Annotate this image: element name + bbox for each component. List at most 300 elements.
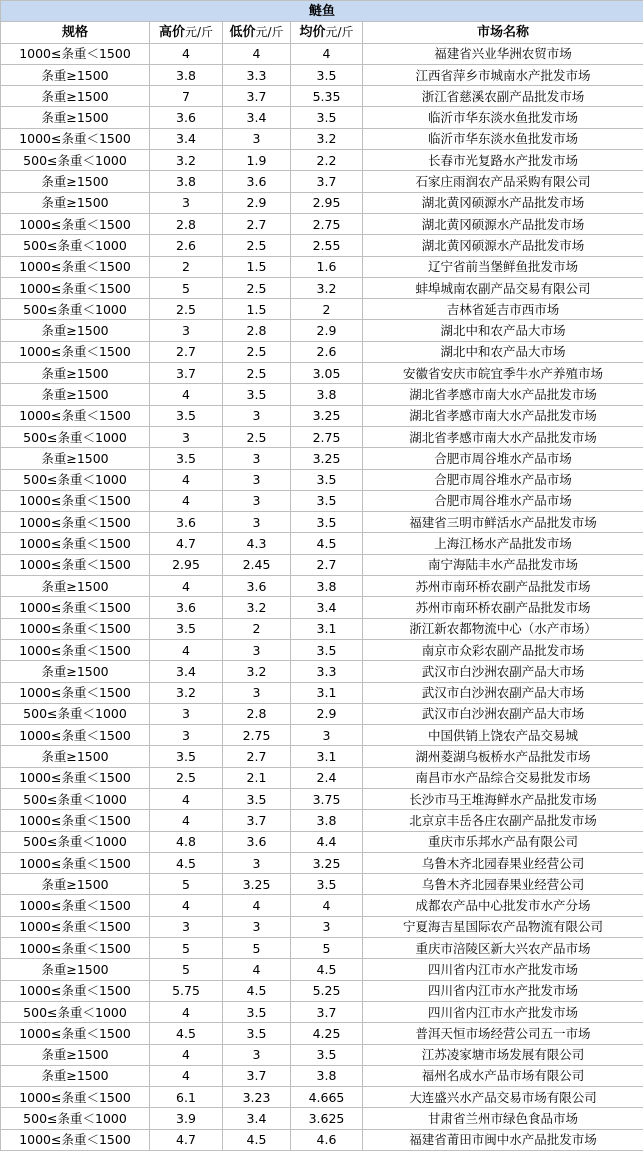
cell-market: 江西省萍乡市城南水产批发市场 <box>363 64 643 85</box>
cell-avg: 5 <box>291 938 363 959</box>
cell-spec: 1000≤条重＜1500 <box>1 43 150 64</box>
cell-high: 4.5 <box>150 852 223 873</box>
cell-high: 4 <box>150 576 223 597</box>
cell-high: 3.5 <box>150 405 223 426</box>
cell-market: 大连盛兴水产品交易市场有限公司 <box>363 1087 643 1108</box>
cell-high: 4.7 <box>150 533 223 554</box>
cell-market: 重庆市涪陵区新大兴农产品市场 <box>363 938 643 959</box>
cell-low: 4.5 <box>223 1129 291 1150</box>
cell-market: 南昌市水产品综合交易批发市场 <box>363 767 643 788</box>
cell-spec: 1000≤条重＜1500 <box>1 277 150 298</box>
cell-spec: 条重≥1500 <box>1 64 150 85</box>
table-row <box>1 299 643 320</box>
cell-avg: 2.75 <box>291 213 363 234</box>
table-title: 鲢鱼 <box>1 1 643 22</box>
cell-high: 4 <box>150 1044 223 1065</box>
cell-high: 4 <box>150 469 223 490</box>
table-row <box>1 725 643 746</box>
cell-market: 合肥市周谷堆水产品市场 <box>363 448 643 469</box>
header-low-label: 低价 <box>229 24 256 40</box>
cell-high: 3.9 <box>150 1108 223 1129</box>
cell-high: 5 <box>150 874 223 895</box>
table-row <box>1 1044 643 1065</box>
cell-low: 3.5 <box>223 384 291 405</box>
cell-avg: 3.5 <box>291 874 363 895</box>
cell-market: 湖北黄冈硕源水产品批发市场 <box>363 235 643 256</box>
table-row <box>1 788 643 809</box>
table-row <box>1 469 643 490</box>
cell-avg: 3.8 <box>291 384 363 405</box>
cell-avg: 3.8 <box>291 810 363 831</box>
cell-market: 四川省内江市水产批发市场 <box>363 1001 643 1022</box>
cell-low: 3.4 <box>223 1108 291 1129</box>
cell-market: 上海江杨水产品批发市场 <box>363 533 643 554</box>
cell-market: 长春市光复路水产批发市场 <box>363 150 643 171</box>
table-row <box>1 554 643 575</box>
cell-avg: 4 <box>291 43 363 64</box>
cell-spec: 条重≥1500 <box>1 1044 150 1065</box>
cell-spec: 1000≤条重＜1500 <box>1 682 150 703</box>
cell-avg: 3.25 <box>291 405 363 426</box>
cell-avg: 3.5 <box>291 490 363 511</box>
table-row <box>1 171 643 192</box>
cell-low: 3.6 <box>223 171 291 192</box>
header-high-label: 高价 <box>158 24 185 40</box>
cell-high: 4 <box>150 639 223 660</box>
cell-high: 3.5 <box>150 448 223 469</box>
cell-avg: 4.665 <box>291 1087 363 1108</box>
cell-avg: 3.1 <box>291 746 363 767</box>
cell-spec: 500≤条重＜1000 <box>1 788 150 809</box>
cell-high: 3.7 <box>150 363 223 384</box>
cell-spec: 500≤条重＜1000 <box>1 299 150 320</box>
table-row <box>1 320 643 341</box>
table-row <box>1 576 643 597</box>
table-row <box>1 86 643 107</box>
cell-avg: 3.7 <box>291 1001 363 1022</box>
cell-low: 3.2 <box>223 661 291 682</box>
table-row <box>1 1129 643 1150</box>
table-row <box>1 597 643 618</box>
header-high-unit: 元/斤 <box>184 24 214 39</box>
cell-market: 福建省兴业华洲农贸市场 <box>363 43 643 64</box>
cell-avg: 2.9 <box>291 320 363 341</box>
header-avg <box>291 22 363 43</box>
cell-low: 3.7 <box>223 86 291 107</box>
cell-avg: 4.6 <box>291 1129 363 1150</box>
cell-market: 蚌埠城南农副产品交易有限公司 <box>363 277 643 298</box>
table-row <box>1 235 643 256</box>
cell-market: 乌鲁木齐北园春果业经营公司 <box>363 874 643 895</box>
table-row <box>1 810 643 831</box>
cell-avg: 3.75 <box>291 788 363 809</box>
cell-low: 2.9 <box>223 192 291 213</box>
cell-high: 3.5 <box>150 618 223 639</box>
table-row <box>1 703 643 724</box>
table-row <box>1 831 643 852</box>
table-row <box>1 767 643 788</box>
cell-market: 湖北省孝感市南大水产品批发市场 <box>363 384 643 405</box>
cell-spec: 条重≥1500 <box>1 171 150 192</box>
table-row <box>1 363 643 384</box>
cell-high: 3.4 <box>150 661 223 682</box>
cell-high: 3.6 <box>150 512 223 533</box>
cell-avg: 4.5 <box>291 533 363 554</box>
cell-spec: 1000≤条重＜1500 <box>1 1087 150 1108</box>
cell-low: 3.3 <box>223 64 291 85</box>
cell-high: 5 <box>150 959 223 980</box>
cell-spec: 1000≤条重＜1500 <box>1 767 150 788</box>
cell-low: 2.45 <box>223 554 291 575</box>
cell-avg: 2.2 <box>291 150 363 171</box>
cell-low: 3 <box>223 490 291 511</box>
cell-spec: 500≤条重＜1000 <box>1 150 150 171</box>
cell-market: 甘肃省兰州市绿色食品市场 <box>363 1108 643 1129</box>
cell-low: 2.75 <box>223 725 291 746</box>
cell-low: 3 <box>223 512 291 533</box>
cell-market: 合肥市周谷堆水产品市场 <box>363 469 643 490</box>
cell-market: 四川省内江市水产批发市场 <box>363 980 643 1001</box>
cell-market: 湖北黄冈硕源水产品批发市场 <box>363 213 643 234</box>
cell-spec: 条重≥1500 <box>1 86 150 107</box>
cell-high: 4 <box>150 43 223 64</box>
cell-spec: 1000≤条重＜1500 <box>1 938 150 959</box>
table-row <box>1 959 643 980</box>
cell-low: 3 <box>223 916 291 937</box>
table-row <box>1 150 643 171</box>
cell-high: 6.1 <box>150 1087 223 1108</box>
cell-spec: 500≤条重＜1000 <box>1 235 150 256</box>
cell-spec: 500≤条重＜1000 <box>1 703 150 724</box>
cell-market: 湖北省孝感市南大水产品批发市场 <box>363 405 643 426</box>
cell-spec: 条重≥1500 <box>1 363 150 384</box>
table-row <box>1 533 643 554</box>
table-row <box>1 1001 643 1022</box>
cell-spec: 条重≥1500 <box>1 661 150 682</box>
cell-avg: 2.9 <box>291 703 363 724</box>
cell-spec: 500≤条重＜1000 <box>1 1001 150 1022</box>
cell-low: 1.5 <box>223 256 291 277</box>
cell-spec: 条重≥1500 <box>1 448 150 469</box>
cell-avg: 3.5 <box>291 639 363 660</box>
cell-low: 4 <box>223 895 291 916</box>
table-row <box>1 1108 643 1129</box>
table-body <box>1 43 643 1150</box>
cell-low: 2.5 <box>223 341 291 362</box>
cell-market: 临沂市华东淡水鱼批发市场 <box>363 128 643 149</box>
cell-spec: 1000≤条重＜1500 <box>1 852 150 873</box>
cell-low: 2.5 <box>223 363 291 384</box>
cell-avg: 3.8 <box>291 1065 363 1086</box>
table-row <box>1 1065 643 1086</box>
cell-high: 4 <box>150 384 223 405</box>
cell-low: 3.5 <box>223 1001 291 1022</box>
cell-market: 武汉市白沙洲农副产品大市场 <box>363 703 643 724</box>
cell-avg: 3.625 <box>291 1108 363 1129</box>
table-row <box>1 256 643 277</box>
cell-market: 福州名成水产品市场有限公司 <box>363 1065 643 1086</box>
cell-market: 中国供销上饶农产品交易城 <box>363 725 643 746</box>
cell-spec: 1000≤条重＜1500 <box>1 1023 150 1044</box>
cell-avg: 3.8 <box>291 576 363 597</box>
cell-avg: 4.4 <box>291 831 363 852</box>
table-row <box>1 746 643 767</box>
cell-high: 4.5 <box>150 1023 223 1044</box>
cell-market: 武汉市白沙洲农副产品大市场 <box>363 682 643 703</box>
cell-market: 苏州市南环桥农副产品批发市场 <box>363 576 643 597</box>
cell-market: 乌鲁木齐北园春果业经营公司 <box>363 852 643 873</box>
cell-market: 重庆市乐邦水产品有限公司 <box>363 831 643 852</box>
cell-low: 2.5 <box>223 277 291 298</box>
cell-spec: 条重≥1500 <box>1 320 150 341</box>
cell-market: 合肥市周谷堆水产品市场 <box>363 490 643 511</box>
cell-high: 7 <box>150 86 223 107</box>
cell-market: 武汉市白沙洲农副产品大市场 <box>363 661 643 682</box>
cell-spec: 1000≤条重＜1500 <box>1 341 150 362</box>
cell-low: 3.6 <box>223 831 291 852</box>
cell-high: 3.6 <box>150 107 223 128</box>
table-row <box>1 490 643 511</box>
cell-high: 3 <box>150 916 223 937</box>
table-row <box>1 852 643 873</box>
cell-avg: 3.5 <box>291 64 363 85</box>
cell-avg: 2.4 <box>291 767 363 788</box>
cell-avg: 3.05 <box>291 363 363 384</box>
cell-avg: 3.1 <box>291 618 363 639</box>
cell-market: 北京京丰岳各庄农副产品批发市场 <box>363 810 643 831</box>
table-row <box>1 1087 643 1108</box>
cell-low: 3 <box>223 682 291 703</box>
table-row <box>1 341 643 362</box>
cell-high: 2 <box>150 256 223 277</box>
cell-high: 5 <box>150 277 223 298</box>
cell-spec: 1000≤条重＜1500 <box>1 1129 150 1150</box>
cell-avg: 2.55 <box>291 235 363 256</box>
cell-spec: 1000≤条重＜1500 <box>1 554 150 575</box>
cell-avg: 3 <box>291 725 363 746</box>
cell-low: 4.5 <box>223 980 291 1001</box>
cell-low: 2.7 <box>223 213 291 234</box>
table-row <box>1 43 643 64</box>
cell-high: 2.95 <box>150 554 223 575</box>
cell-low: 3 <box>223 469 291 490</box>
table-row <box>1 980 643 1001</box>
cell-market: 普洱天恒市场经营公司五一市场 <box>363 1023 643 1044</box>
table-row <box>1 64 643 85</box>
cell-low: 3.2 <box>223 597 291 618</box>
header-spec: 规格 <box>1 22 150 43</box>
cell-low: 3.25 <box>223 874 291 895</box>
cell-market: 吉林省延吉市西市场 <box>363 299 643 320</box>
cell-low: 3.7 <box>223 1065 291 1086</box>
cell-spec: 条重≥1500 <box>1 1065 150 1086</box>
cell-market: 辽宁省前当堡鲜鱼批发市场 <box>363 256 643 277</box>
cell-spec: 条重≥1500 <box>1 384 150 405</box>
table-row <box>1 661 643 682</box>
header-market: 市场名称 <box>363 22 643 43</box>
cell-high: 3 <box>150 426 223 447</box>
cell-low: 3 <box>223 128 291 149</box>
cell-high: 4 <box>150 1065 223 1086</box>
cell-high: 2.8 <box>150 213 223 234</box>
cell-high: 4 <box>150 1001 223 1022</box>
cell-low: 4 <box>223 959 291 980</box>
cell-avg: 5.35 <box>291 86 363 107</box>
table-row <box>1 128 643 149</box>
cell-low: 1.5 <box>223 299 291 320</box>
cell-avg: 3.5 <box>291 469 363 490</box>
cell-high: 4 <box>150 895 223 916</box>
table-row <box>1 895 643 916</box>
cell-market: 安徽省安庆市皖宜季牛水产养殖市场 <box>363 363 643 384</box>
cell-low: 2.5 <box>223 426 291 447</box>
cell-high: 3 <box>150 703 223 724</box>
table-row <box>1 107 643 128</box>
cell-avg: 5.25 <box>291 980 363 1001</box>
cell-low: 3.5 <box>223 1023 291 1044</box>
cell-high: 3.2 <box>150 682 223 703</box>
cell-avg: 3.1 <box>291 682 363 703</box>
cell-low: 1.9 <box>223 150 291 171</box>
table-row <box>1 277 643 298</box>
cell-market: 湖州菱湖乌板桥水产品批发市场 <box>363 746 643 767</box>
cell-avg: 3 <box>291 916 363 937</box>
cell-high: 5 <box>150 938 223 959</box>
cell-spec: 1000≤条重＜1500 <box>1 916 150 937</box>
cell-spec: 1000≤条重＜1500 <box>1 639 150 660</box>
cell-high: 4 <box>150 490 223 511</box>
header-low-unit: 元/斤 <box>255 24 284 39</box>
cell-market: 福建省三明市鲜活水产品批发市场 <box>363 512 643 533</box>
cell-low: 3 <box>223 405 291 426</box>
cell-high: 3.5 <box>150 746 223 767</box>
cell-market: 浙江省慈溪农副产品批发市场 <box>363 86 643 107</box>
cell-high: 4 <box>150 788 223 809</box>
cell-avg: 1.6 <box>291 256 363 277</box>
cell-market: 浙江新农都物流中心（水产市场） <box>363 618 643 639</box>
cell-market: 临沂市华东淡水鱼批发市场 <box>363 107 643 128</box>
cell-avg: 3.5 <box>291 107 363 128</box>
cell-high: 3 <box>150 320 223 341</box>
table-row <box>1 192 643 213</box>
cell-avg: 3.2 <box>291 128 363 149</box>
cell-low: 2.8 <box>223 320 291 341</box>
cell-high: 3.2 <box>150 150 223 171</box>
cell-avg: 3.5 <box>291 1044 363 1065</box>
cell-low: 2.7 <box>223 746 291 767</box>
cell-high: 3.8 <box>150 171 223 192</box>
cell-avg: 2 <box>291 299 363 320</box>
cell-high: 4.7 <box>150 1129 223 1150</box>
cell-market: 宁夏海吉星国际农产品物流有限公司 <box>363 916 643 937</box>
table-row <box>1 916 643 937</box>
cell-spec: 500≤条重＜1000 <box>1 469 150 490</box>
cell-spec: 500≤条重＜1000 <box>1 1108 150 1129</box>
cell-spec: 1000≤条重＜1500 <box>1 810 150 831</box>
cell-avg: 3.7 <box>291 171 363 192</box>
cell-avg: 3.25 <box>291 448 363 469</box>
cell-low: 2.1 <box>223 767 291 788</box>
cell-high: 3 <box>150 725 223 746</box>
cell-high: 3.8 <box>150 64 223 85</box>
cell-avg: 2.95 <box>291 192 363 213</box>
cell-spec: 1000≤条重＜1500 <box>1 618 150 639</box>
cell-market: 福建省莆田市闽中水产品批发市场 <box>363 1129 643 1150</box>
cell-high: 2.5 <box>150 767 223 788</box>
cell-spec: 1000≤条重＜1500 <box>1 533 150 554</box>
cell-spec: 1000≤条重＜1500 <box>1 490 150 511</box>
cell-spec: 1000≤条重＜1500 <box>1 213 150 234</box>
table-row <box>1 874 643 895</box>
cell-market: 长沙市马王堆海鲜水产品批发市场 <box>363 788 643 809</box>
cell-spec: 1000≤条重＜1500 <box>1 405 150 426</box>
cell-spec: 条重≥1500 <box>1 107 150 128</box>
cell-low: 3 <box>223 1044 291 1065</box>
cell-market: 南京市众彩农副产品批发市场 <box>363 639 643 660</box>
cell-high: 4 <box>150 810 223 831</box>
cell-spec: 1000≤条重＜1500 <box>1 256 150 277</box>
cell-spec: 1000≤条重＜1500 <box>1 512 150 533</box>
cell-high: 4.8 <box>150 831 223 852</box>
title-row <box>1 1 643 22</box>
cell-market: 湖北中和农产品大市场 <box>363 320 643 341</box>
cell-avg: 2.75 <box>291 426 363 447</box>
cell-low: 3.7 <box>223 810 291 831</box>
cell-high: 2.6 <box>150 235 223 256</box>
cell-low: 3.6 <box>223 576 291 597</box>
table-row <box>1 618 643 639</box>
cell-spec: 1000≤条重＜1500 <box>1 980 150 1001</box>
table-row <box>1 1023 643 1044</box>
table-row <box>1 213 643 234</box>
cell-low: 4.3 <box>223 533 291 554</box>
cell-low: 2.8 <box>223 703 291 724</box>
cell-low: 3 <box>223 639 291 660</box>
cell-low: 3.5 <box>223 788 291 809</box>
table-row <box>1 938 643 959</box>
cell-low: 2.5 <box>223 235 291 256</box>
cell-spec: 条重≥1500 <box>1 874 150 895</box>
cell-low: 4 <box>223 43 291 64</box>
cell-spec: 条重≥1500 <box>1 746 150 767</box>
cell-low: 3.4 <box>223 107 291 128</box>
cell-avg: 3.5 <box>291 512 363 533</box>
cell-high: 2.7 <box>150 341 223 362</box>
cell-avg: 3.25 <box>291 852 363 873</box>
cell-spec: 500≤条重＜1000 <box>1 426 150 447</box>
cell-market: 苏州市南环桥农副产品批发市场 <box>363 597 643 618</box>
cell-avg: 3.2 <box>291 277 363 298</box>
header-avg-unit: 元/斤 <box>325 24 354 39</box>
cell-spec: 1000≤条重＜1500 <box>1 725 150 746</box>
cell-avg: 3.4 <box>291 597 363 618</box>
cell-spec: 1000≤条重＜1500 <box>1 895 150 916</box>
cell-low: 3 <box>223 448 291 469</box>
cell-spec: 1000≤条重＜1500 <box>1 597 150 618</box>
header-avg-label: 均价 <box>299 24 326 40</box>
cell-high: 3.6 <box>150 597 223 618</box>
cell-avg: 2.6 <box>291 341 363 362</box>
cell-market: 湖北中和农产品大市场 <box>363 341 643 362</box>
table-row <box>1 384 643 405</box>
cell-spec: 1000≤条重＜1500 <box>1 128 150 149</box>
table-row <box>1 512 643 533</box>
cell-spec: 条重≥1500 <box>1 192 150 213</box>
cell-market: 江苏凌家塘市场发展有限公司 <box>363 1044 643 1065</box>
table-row <box>1 426 643 447</box>
table-row <box>1 639 643 660</box>
cell-high: 5.75 <box>150 980 223 1001</box>
